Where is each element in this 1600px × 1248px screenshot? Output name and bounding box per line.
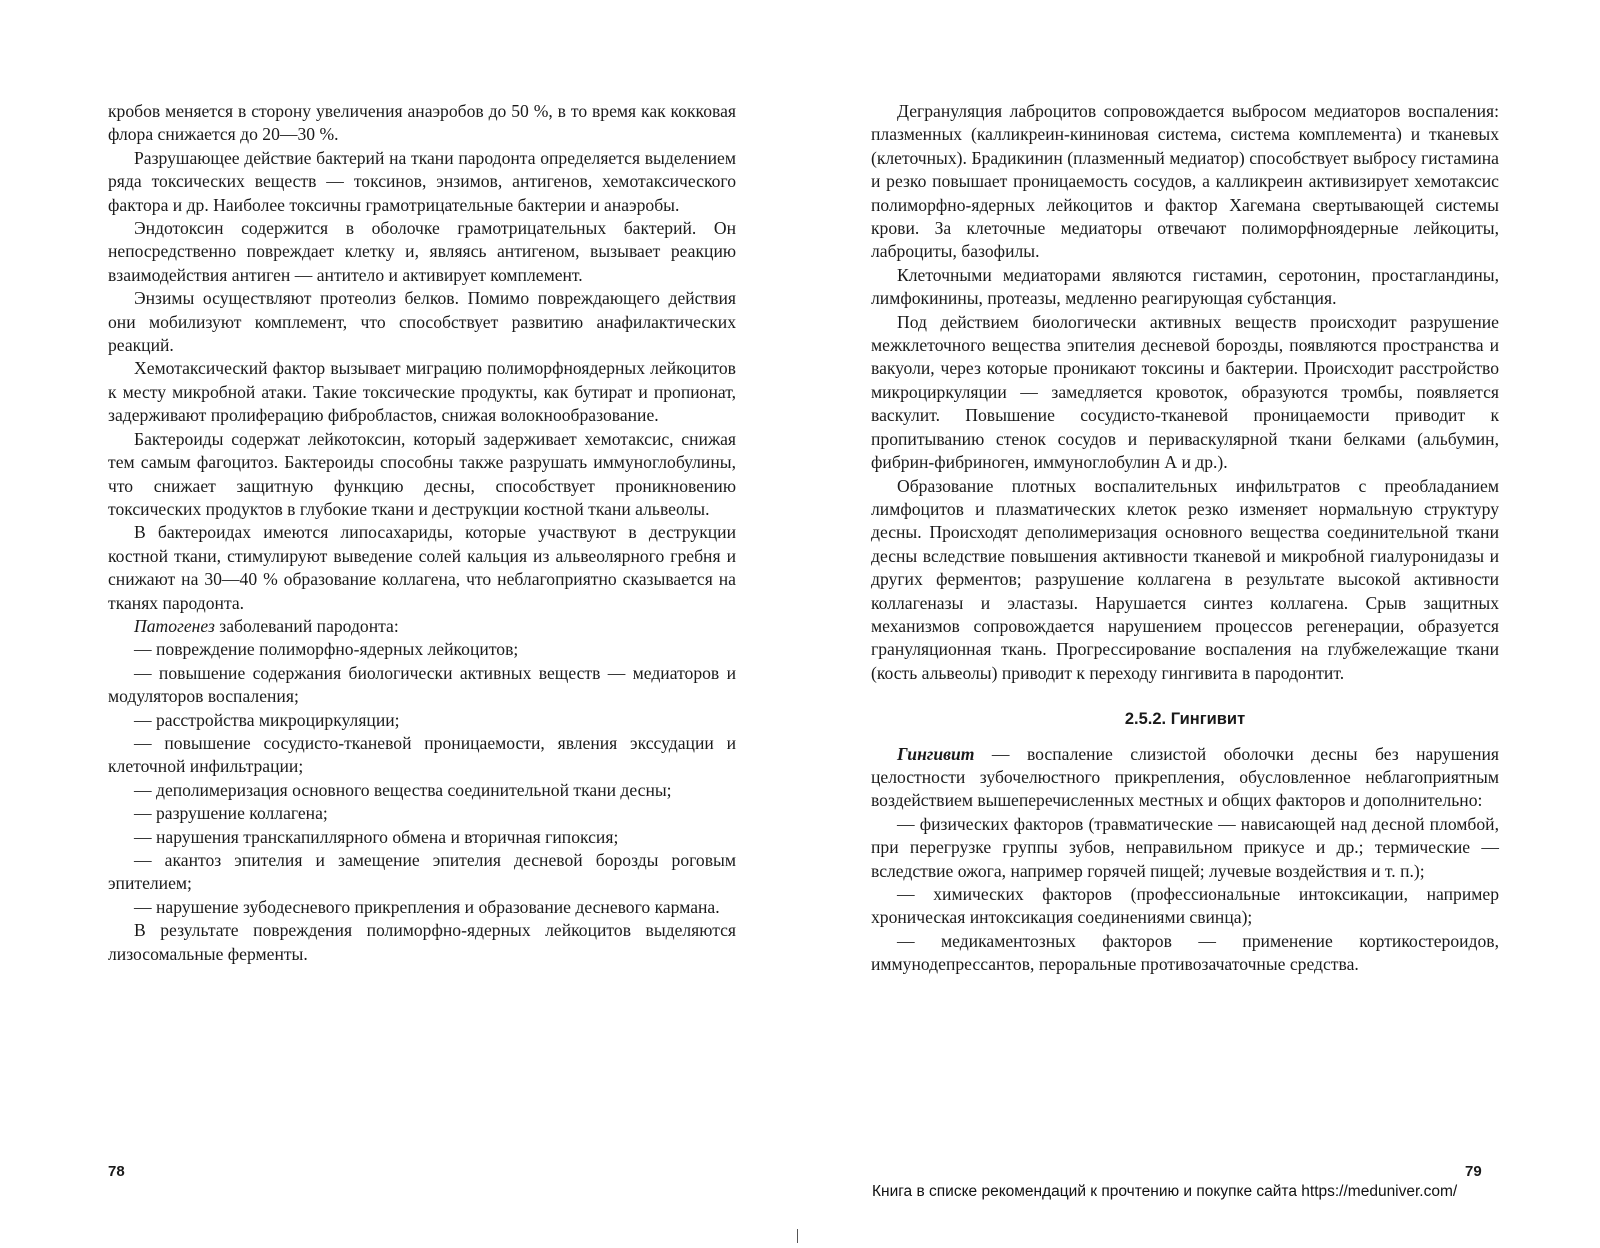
paragraph: В результате повреждения полиморфно-ядерных лейкоцитов выделяются лизосомальные ферменты. <box>108 920 736 964</box>
list-item: — акантоз эпителия и замещение эпителия десневой борозды роговым эпителием; <box>108 850 736 894</box>
definition-term: Гингивит <box>897 743 975 764</box>
right-page <box>871 100 1499 977</box>
pathogenesis-rest: заболеваний пародонта: <box>214 615 399 636</box>
left-page <box>108 100 736 966</box>
paragraph: кробов меняется в сторону увеличения анаэробов до 50 %, в то время как кокковая флора снижается до 20—30 %. <box>108 101 736 145</box>
list-item: — медикаментозных факторов — применение кортикостероидов, иммунодепрессантов, пероральные противозачаточные средства. <box>871 930 1499 975</box>
definition-rest: — воспаление слизистой оболочки десны без нарушения целостности зубочелюстного прикрепления, обусловленное неблагоприятным воздействием вышеперечисленных местных и общих факторов и дополнительно: <box>871 743 1499 811</box>
definition-paragraph <box>871 743 1499 813</box>
paragraph: Дегрануляция лаброцитов сопровождается выбросом медиаторов воспаления: плазменных (калликреин-кининовая система, система комплемента) и тканевых (клеточных). Брадикинин (плазменный медиатор) способствует выбросу гистамина и резко повышает проницаемость сосудов, а калликреин активизирует хемотаксис полиморфно-ядерных лейкоцитов и фактор Хагемана свертывающей системы крови. За клеточные медиаторы отвечают полиморфноядерные лейкоциты, лаброциты, базофилы. <box>871 101 1499 262</box>
paragraph: Эндотоксин содержится в оболочке грамотрицательных бактерий. Он непосредственно повреждает клетку и, являясь антигеном, вызывает реакцию взаимодействия антиген — антитело и активирует комплемент. <box>108 218 736 285</box>
pathogenesis-term: Патогенез <box>134 615 215 636</box>
list-item: — химических факторов (профессиональные интоксикации, например хроническая интоксикация соединениями свинца); <box>871 884 1499 928</box>
paragraph: Хемотаксический фактор вызывает миграцию полиморфноядерных лейкоцитов к месту микробной атаки. Такие токсические продукты, как бутират и пропионат, задерживают пролиферацию фибробластов, снижая волокнообразование. <box>108 358 736 426</box>
footer-note: Книга в списке рекомендаций к прочтению и покупке сайта https://meduniver.com/ <box>872 1183 1458 1200</box>
paragraph: Под действием биологически активных веществ происходит разрушение межклеточного вещества эпителия десневой борозды, появляются пространства и вакуоли, через которые проникают токсины и бактерии. Происходит расстройство микроциркуляции — замедляется кровоток, образуются тромбы, появляется васкулит. Повышение сосудисто-тканевой проницаемости приводит к пропитыванию стенок сосудов и периваскулярной ткани белками (альбумин, фибрин-фибриноген, иммуноглобулин А и др.). <box>871 311 1499 473</box>
section-heading: 2.5.2. Гингивит <box>1124 710 1246 729</box>
page-number-left: 78 <box>108 1163 125 1180</box>
list-item: — повышение содержания биологически активных веществ — медиаторов и модуляторов воспаления; <box>108 662 736 707</box>
list-item: — расстройства микроциркуляции; <box>134 709 400 730</box>
paragraph: Образование плотных воспалительных инфильтратов с преобладанием лимфоцитов и плазматических клеток резко изменяет нормальную структуру десны. Происходят деполимеризация основного вещества соединительной ткани десны вследствие повышения активности тканевой и микробной гиалуронидазы и других ферментов; разрушение коллагена в результате высокой активности коллагеназы и эластазы. Нарушается синтез коллагена. Срыв защитных механизмов сопровождается нарушением процессов регенерации, образуется грануляционная ткань. Прогрессирование воспаления на глубжележащие ткани (кость альвеолы) приводит к переходу гингивита в пародонтит. <box>871 475 1499 683</box>
list-item: — нарушение зубодесневого прикрепления и образование десневого кармана. <box>134 896 720 917</box>
page-number-right: 79 <box>1465 1163 1482 1180</box>
list-item: — разрушение коллагена; <box>134 803 328 824</box>
paragraph: В бактероидах имеются липосахариды, которые участвуют в деструкции костной ткани, стимулируют выведение солей кальция из альвеолярного гребня и снижают на 30—40 % образование коллагена, что неблагоприятно сказывается на тканях пародонта. <box>108 522 736 613</box>
list-item: — повреждение полиморфно-ядерных лейкоцитов; <box>134 639 519 660</box>
list-item: — нарушения транскапиллярного обмена и вторичная гипоксия; <box>134 826 619 847</box>
paragraph: Клеточными медиаторами являются гистамин, серотонин, простагландины, лимфокинины, протеазы, медленно реагирующая субстанция. <box>871 264 1499 309</box>
paragraph: Бактероиды содержат лейкотоксин, который задерживает хемотаксис, снижая тем самым фагоцитоз. Бактероиды способны также разрушать иммуноглобулины, что снижает защитную функцию десны, способствует проникновению токсических продуктов в глубокие ткани и деструкции костной ткани альвеолы. <box>108 428 736 519</box>
paragraph: Разрушающее действие бактерий на ткани пародонта определяется выделением ряда токсических веществ — токсинов, энзимов, антигенов, хемотаксического фактора и др. Наиболее токсичны грамотрицательные бактерии и анаэробы. <box>108 147 736 215</box>
list-item: — повышение сосудисто-тканевой проницаемости, явления экссудации и клеточной инфильтрации; <box>108 732 736 777</box>
pathogenesis-intro <box>108 615 736 638</box>
paragraph: Энзимы осуществляют протеолиз белков. Помимо повреждающего действия они мобилизуют комплемент, что способствует развитию анафилактических реакций. <box>108 288 736 356</box>
spine-mark <box>797 1229 798 1243</box>
list-item: — деполимеризация основного вещества соединительной ткани десны; <box>134 779 672 800</box>
list-item: — физических факторов (травматические — нависающей над десной пломбой, при перегрузке группы зубов, неправильном прикусе и др.; термические — вследствие ожога, например горячей пищей; лучевые воздействия и т. п.); <box>871 813 1499 881</box>
